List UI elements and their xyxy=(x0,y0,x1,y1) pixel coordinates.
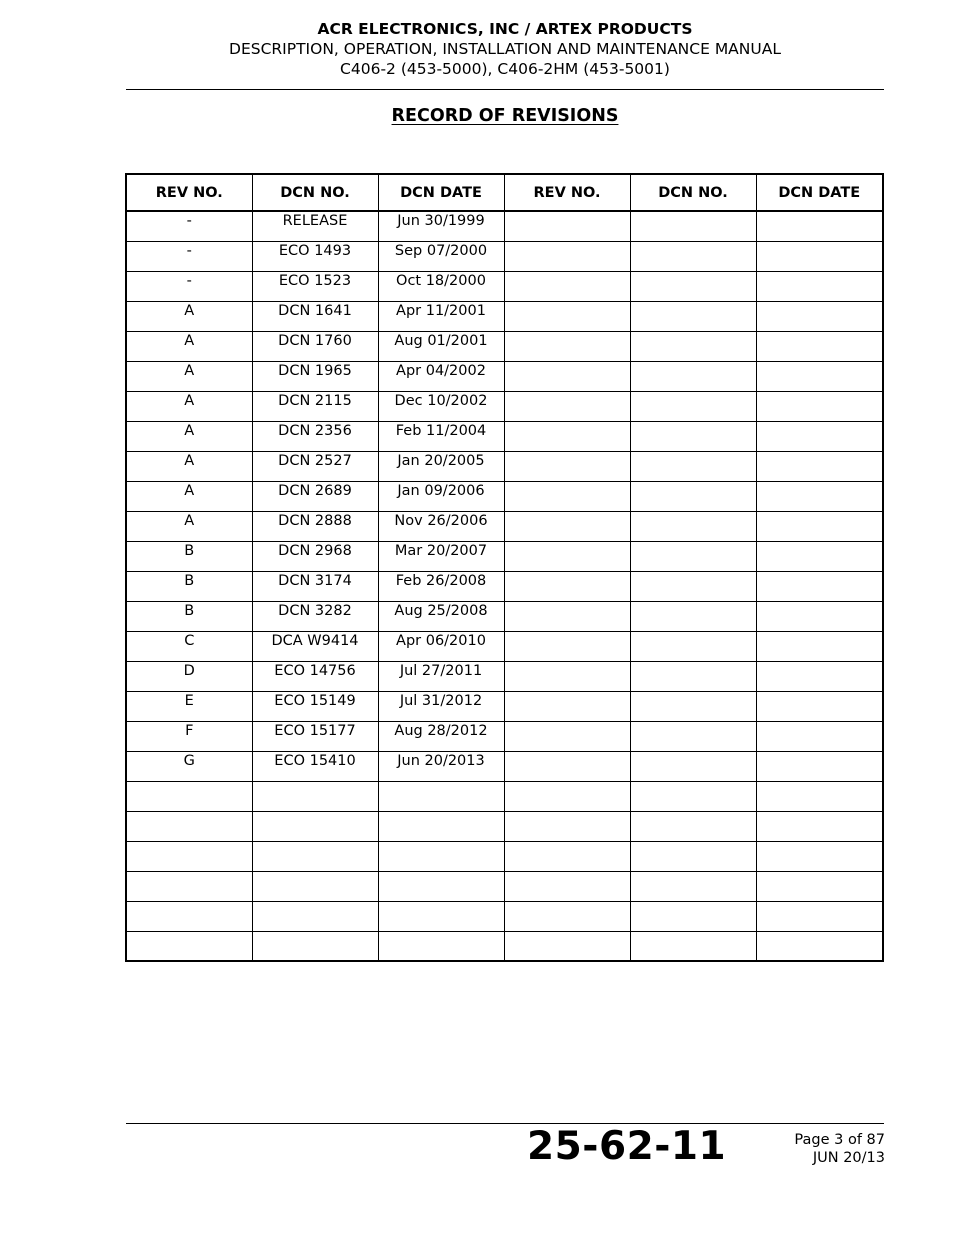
table-cell: DCN 1641 xyxy=(252,301,378,331)
table-cell: Mar 20/2007 xyxy=(378,541,504,571)
table-cell: C xyxy=(126,631,252,661)
table-cell xyxy=(756,781,883,811)
table-cell: A xyxy=(126,481,252,511)
table-cell xyxy=(630,541,756,571)
table-cell xyxy=(252,901,378,931)
column-header: DCN NO. xyxy=(252,174,378,211)
table-row xyxy=(126,481,883,511)
table-cell xyxy=(504,661,630,691)
model-numbers: C406-2 (453-5000), C406-2HM (453-5001) xyxy=(340,60,670,78)
table-row xyxy=(126,271,883,301)
table-cell xyxy=(630,661,756,691)
table-row xyxy=(126,811,883,841)
table-cell: D xyxy=(126,661,252,691)
table-row xyxy=(126,211,883,241)
table-cell xyxy=(378,901,504,931)
table-cell xyxy=(756,871,883,901)
table-cell: A xyxy=(126,421,252,451)
table-row xyxy=(126,781,883,811)
table-cell xyxy=(126,871,252,901)
table-cell xyxy=(126,811,252,841)
table-cell xyxy=(378,781,504,811)
table-cell xyxy=(630,841,756,871)
table-cell xyxy=(504,721,630,751)
table-cell: Jun 20/2013 xyxy=(378,751,504,781)
table-cell xyxy=(756,631,883,661)
table-cell: F xyxy=(126,721,252,751)
table-cell: ECO 15149 xyxy=(252,691,378,721)
table-cell xyxy=(630,481,756,511)
table-cell: Nov 26/2006 xyxy=(378,511,504,541)
table-row xyxy=(126,631,883,661)
table-cell xyxy=(504,541,630,571)
table-cell: Jun 30/1999 xyxy=(378,211,504,241)
table-row xyxy=(126,301,883,331)
table-cell xyxy=(630,331,756,361)
table-cell xyxy=(504,631,630,661)
table-cell xyxy=(504,811,630,841)
table-cell xyxy=(504,931,630,961)
table-cell xyxy=(378,841,504,871)
table-cell xyxy=(630,391,756,421)
table-cell: Dec 10/2002 xyxy=(378,391,504,421)
table-cell xyxy=(756,541,883,571)
table-row xyxy=(126,751,883,781)
table-row xyxy=(126,721,883,751)
manual-title: DESCRIPTION, OPERATION, INSTALLATION AND MAINTENANCE MANUAL xyxy=(229,40,781,58)
table-cell xyxy=(630,631,756,661)
table-cell xyxy=(504,691,630,721)
table-cell xyxy=(756,211,883,241)
table-cell: DCN 2888 xyxy=(252,511,378,541)
table-cell xyxy=(756,481,883,511)
table-cell: Apr 06/2010 xyxy=(378,631,504,661)
table-cell: A xyxy=(126,391,252,421)
table-cell xyxy=(756,601,883,631)
table-cell xyxy=(126,781,252,811)
table-cell: DCN 2115 xyxy=(252,391,378,421)
table-cell xyxy=(252,781,378,811)
table-cell xyxy=(504,751,630,781)
table-cell xyxy=(756,811,883,841)
table-cell: Jan 09/2006 xyxy=(378,481,504,511)
table-cell xyxy=(756,511,883,541)
table-cell xyxy=(756,901,883,931)
table-cell: DCA W9414 xyxy=(252,631,378,661)
table-cell xyxy=(504,451,630,481)
table-cell: - xyxy=(126,211,252,241)
table-cell: Feb 26/2008 xyxy=(378,571,504,601)
table-cell xyxy=(630,511,756,541)
table-row xyxy=(126,331,883,361)
table-row xyxy=(126,571,883,601)
table-row xyxy=(126,691,883,721)
table-cell xyxy=(630,721,756,751)
table-row xyxy=(126,241,883,271)
table-cell xyxy=(630,421,756,451)
table-row xyxy=(126,391,883,421)
revision-date: JUN 20/13 xyxy=(812,1150,885,1166)
header-divider xyxy=(126,89,884,90)
company-name: ACR ELECTRONICS, INC / ARTEX PRODUCTS xyxy=(317,20,693,38)
table-cell xyxy=(756,391,883,421)
table-cell xyxy=(630,751,756,781)
table-cell xyxy=(504,421,630,451)
table-cell xyxy=(756,241,883,271)
document-header xyxy=(126,19,884,79)
table-cell: RELEASE xyxy=(252,211,378,241)
table-cell: B xyxy=(126,541,252,571)
table-cell xyxy=(756,361,883,391)
table-cell: Aug 28/2012 xyxy=(378,721,504,751)
table-cell xyxy=(378,931,504,961)
table-row xyxy=(126,931,883,961)
table-row xyxy=(126,871,883,901)
table-cell xyxy=(504,331,630,361)
table-cell: Jan 20/2005 xyxy=(378,451,504,481)
table-cell xyxy=(252,811,378,841)
table-cell xyxy=(504,601,630,631)
table-cell xyxy=(252,931,378,961)
table-cell xyxy=(630,271,756,301)
table-cell: A xyxy=(126,511,252,541)
table-cell: A xyxy=(126,331,252,361)
document-number: 25-62-11 xyxy=(527,1124,727,1169)
table-cell: Jul 27/2011 xyxy=(378,661,504,691)
table-cell xyxy=(504,781,630,811)
table-cell xyxy=(378,811,504,841)
table-cell xyxy=(756,421,883,451)
table-cell: B xyxy=(126,601,252,631)
table-cell xyxy=(504,871,630,901)
table-cell xyxy=(756,841,883,871)
table-header-row xyxy=(126,174,883,211)
table-cell xyxy=(756,271,883,301)
table-cell xyxy=(756,721,883,751)
table-cell: ECO 1523 xyxy=(252,271,378,301)
table-cell xyxy=(756,571,883,601)
table-row xyxy=(126,421,883,451)
table-cell: DCN 2968 xyxy=(252,541,378,571)
table-cell: DCN 2527 xyxy=(252,451,378,481)
revisions-table xyxy=(125,173,884,962)
table-cell: ECO 14756 xyxy=(252,661,378,691)
table-cell xyxy=(504,841,630,871)
table-cell: A xyxy=(126,301,252,331)
table-cell xyxy=(504,391,630,421)
table-cell: Feb 11/2004 xyxy=(378,421,504,451)
table-cell: B xyxy=(126,571,252,601)
table-cell xyxy=(504,901,630,931)
table-cell: - xyxy=(126,241,252,271)
table-cell xyxy=(504,271,630,301)
column-header: DCN NO. xyxy=(630,174,756,211)
page-title: RECORD OF REVISIONS xyxy=(391,106,619,126)
table-cell: DCN 2689 xyxy=(252,481,378,511)
table-cell xyxy=(504,301,630,331)
table-cell: E xyxy=(126,691,252,721)
table-cell xyxy=(504,481,630,511)
footer-divider xyxy=(126,1123,884,1124)
table-cell: Apr 04/2002 xyxy=(378,361,504,391)
column-header: REV NO. xyxy=(504,174,630,211)
table-cell: ECO 15177 xyxy=(252,721,378,751)
table-cell: DCN 1760 xyxy=(252,331,378,361)
table-row xyxy=(126,361,883,391)
table-cell xyxy=(630,211,756,241)
column-header: DCN DATE xyxy=(756,174,883,211)
table-cell: Apr 11/2001 xyxy=(378,301,504,331)
table-row xyxy=(126,541,883,571)
page-number: Page 3 of 87 xyxy=(794,1132,885,1148)
table-cell xyxy=(630,571,756,601)
table-cell xyxy=(504,571,630,601)
table-cell: ECO 15410 xyxy=(252,751,378,781)
table-cell: DCN 2356 xyxy=(252,421,378,451)
table-row xyxy=(126,511,883,541)
table-cell: Sep 07/2000 xyxy=(378,241,504,271)
table-cell xyxy=(504,511,630,541)
table-cell xyxy=(630,241,756,271)
table-cell: Aug 01/2001 xyxy=(378,331,504,361)
table-cell xyxy=(378,871,504,901)
table-cell xyxy=(252,871,378,901)
table-cell xyxy=(630,781,756,811)
table-cell: ECO 1493 xyxy=(252,241,378,271)
table-cell xyxy=(756,331,883,361)
table-cell xyxy=(756,451,883,481)
table-cell xyxy=(630,451,756,481)
revisions-table-body xyxy=(126,211,883,961)
table-cell xyxy=(630,361,756,391)
table-cell xyxy=(630,301,756,331)
table-cell: Jul 31/2012 xyxy=(378,691,504,721)
table-cell: - xyxy=(126,271,252,301)
table-cell: Aug 25/2008 xyxy=(378,601,504,631)
table-row xyxy=(126,841,883,871)
table-row xyxy=(126,601,883,631)
table-cell xyxy=(756,691,883,721)
table-row xyxy=(126,661,883,691)
table-cell xyxy=(126,901,252,931)
column-header: REV NO. xyxy=(126,174,252,211)
table-cell xyxy=(504,361,630,391)
table-cell: DCN 3282 xyxy=(252,601,378,631)
table-cell xyxy=(630,901,756,931)
page-info xyxy=(760,1131,885,1167)
table-cell xyxy=(756,301,883,331)
table-row xyxy=(126,451,883,481)
table-cell xyxy=(756,661,883,691)
table-cell xyxy=(630,871,756,901)
table-cell xyxy=(756,931,883,961)
table-cell xyxy=(630,691,756,721)
table-cell xyxy=(252,841,378,871)
column-header: DCN DATE xyxy=(378,174,504,211)
table-cell xyxy=(504,241,630,271)
table-cell xyxy=(126,841,252,871)
table-cell: DCN 1965 xyxy=(252,361,378,391)
table-cell xyxy=(630,931,756,961)
table-cell: A xyxy=(126,451,252,481)
table-cell xyxy=(630,811,756,841)
table-cell xyxy=(504,211,630,241)
table-cell xyxy=(126,931,252,961)
table-cell: Oct 18/2000 xyxy=(378,271,504,301)
table-cell xyxy=(756,751,883,781)
table-cell xyxy=(630,601,756,631)
table-cell: G xyxy=(126,751,252,781)
table-cell: A xyxy=(126,361,252,391)
table-cell: DCN 3174 xyxy=(252,571,378,601)
table-row xyxy=(126,901,883,931)
